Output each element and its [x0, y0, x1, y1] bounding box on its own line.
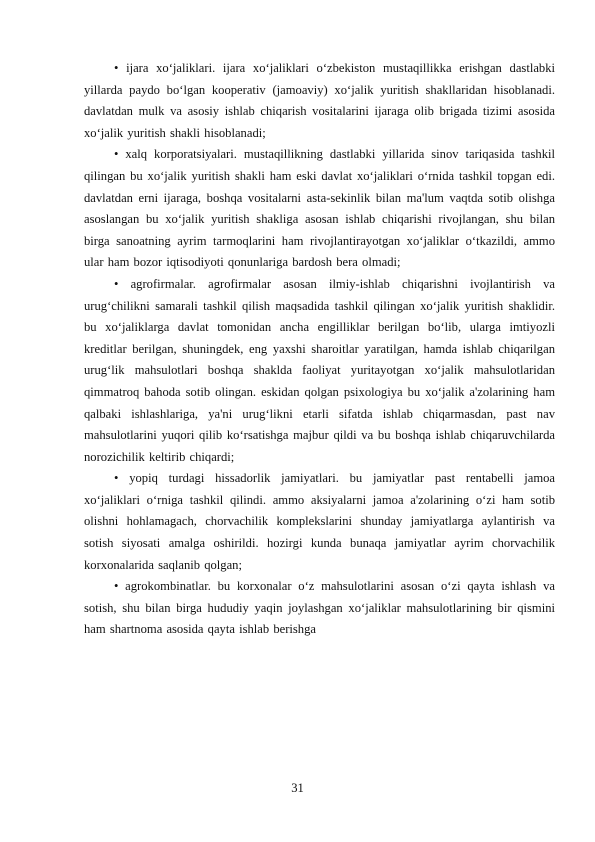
page-number: 31	[291, 781, 304, 795]
paragraph-xalq-korporatsiyalari: • xalq korporatsiyalari. mustaqillikning dastlabki yillarida sinov tariqasida tashkil qilingan bu xo‘jalik yuritish shakli ham eski davlat xo‘jaliklari o‘rnida tashkil topgan edi. davlatdan erni ijaraga, boshqa vositalarni asta-sekinlik bilan ma'lum vaqtda sotib olishga asoslangan bu xo‘jalik yuritish shakliga asosan ishlab chiqarishi rivojlangan, shu bilan birga sanoatning ayrim tarmoqlarini ham rivojlantirayotgan xo‘jaliklar o‘tkazildi, ammo ular ham bozor iqtisodiyoti qonunlariga bardosh bera olmadi;	[84, 147, 555, 270]
paragraph-agrofirmalar: • agrofirmalar. agrofirmalar asosan ilmiy-ishlab chiqarishni ivojlantirish va urug‘chilikni samarali tashkil qilish maqsadida tashkil qilingan xo‘jalik yuritish shaklidir. bu xo‘jaliklarga davlat tomonidan ancha engilliklar berilgan bo‘lib, ularga imtiyozli kreditlar berilgan, shuningdek, eng yaxshi sharoitlar yaratilgan, hamda ishlab chiqarilgan urug‘lik mahsulotlari boshqa shaklda faoliyat yuritayotgan xo‘jalik mahsulotlaridan qimmatroq bahoda sotib olingan. eskidan qolgan psixologiya bu xo‘jalik a'zolarining ham qalbaki ishlashlariga, ya'ni urug‘likni etarli sifatda ishlab chiqarmasdan, past nav mahsulotlarini yuqori qilib ko‘rsatishga majbur qildi va bu boshqa ishlab chiqaruvchilarda norozichilik keltirib chiqardi;	[84, 276, 555, 464]
paragraph-ijara-xojaliklari: • ijara xo‘jaliklari. ijara xo‘jaliklari o‘zbekiston mustaqillikka erishgan dastlabki yillarda paydo bo‘lgan kooperativ (jamoaviy) xo‘jalik yuritish shakllaridan hisoblanadi. davlatdan mulk va asosiy ishlab chiqarish vositalarini ijaraga olib brigada tizimi asosida xo‘jalik yuritish shakli hisoblanadi;	[84, 61, 555, 140]
paragraph-agrokombinatlar: • agrokombinatlar. bu korxonalar o‘z mahsulotlarini asosan o‘zi qayta ishlash va sotish, shu bilan birga hududiy yaqin joylashgan xo‘jaliklar mahsulotlarining bir qismini ham shartnoma asosida qayta ishlab berishga	[84, 579, 555, 637]
paragraph-hissadorlik-jamiyatlari: • yopiq turdagi hissadorlik jamiyatlari. bu jamiyatlar past rentabelli jamoa xo‘jaliklari o‘rniga tashkil qilindi. ammo aksiyalarni jamoa a'zolarining o‘zi ham sotib olishni hohlamagach, chorvachilik komplekslarini shunday jamiyatlarga aylantirish va sotish siyosati amalga oshirildi. hozirgi kunda bunaqa jamiyatlar ayrim chorvachilik korxonalarida saqlanib qolgan;	[84, 471, 555, 572]
document-body	[84, 58, 555, 641]
